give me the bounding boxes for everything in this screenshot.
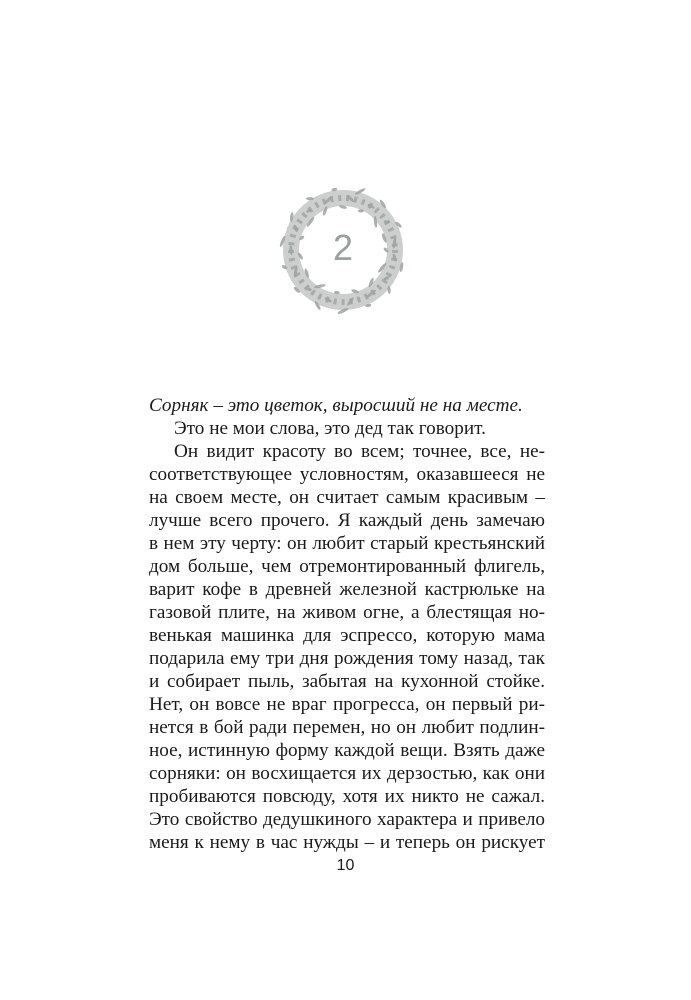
- paragraph-line: венькая машинка для эспрессо, которую мама: [149, 625, 545, 646]
- paragraph-line: и собирает пыль, забытая на кухонной стойке.: [149, 671, 545, 692]
- wreath-leaf: [358, 209, 364, 212]
- paragraph-line: на своем месте, он считает самым красивым –: [149, 487, 545, 508]
- paragraph-line: пробиваются повсюду, хотя их никто не сажал.: [149, 786, 545, 807]
- paragraph-line: меня к нему в час нужды – и теперь он рискует: [149, 832, 545, 853]
- paragraph-line: Это свойство дедушкиного характера и привело: [149, 809, 545, 830]
- paragraph-line: лучше всего прочего. Я каждый день замечаю: [149, 510, 545, 531]
- paragraph-line: в нем эту черту: он любит старый крестьянский: [149, 533, 545, 554]
- paragraph-line: Это не мои слова, это дед так говорит.: [174, 418, 486, 439]
- paragraph-line: варит кофе в древней железной кастрюльке на: [149, 579, 545, 600]
- paragraph-line: Нет, он вовсе не враг прогресса, он первый ри-: [149, 694, 545, 715]
- epigraph-line: Сорняк – это цветок, выросший не на месте.: [149, 395, 523, 416]
- paragraph-line: ное, истинную форму каждой вещи. Взять даже: [149, 740, 545, 761]
- paragraph-line: Он видит красоту во всем; точнее, все, не-: [174, 441, 545, 462]
- page-number: 10: [336, 857, 355, 874]
- chapter-number: 2: [332, 227, 354, 268]
- paragraph-line: подарила ему три дня рождения тому назад, так: [149, 648, 545, 669]
- paragraph-line: газовой плите, на живом огне, а блестящая но-: [149, 602, 545, 623]
- paragraph-line: соответствующее условностям, оказавшееся не: [149, 464, 545, 485]
- paragraph-line: нется в бой ради перемен, но он любит подлин-: [149, 717, 545, 738]
- paragraph-line: сорняки: он восхищается их дерзостью, как они: [149, 763, 545, 784]
- body-text: [149, 394, 545, 854]
- paragraph-line: дом больше, чем отремонтированный флигель,: [149, 556, 545, 577]
